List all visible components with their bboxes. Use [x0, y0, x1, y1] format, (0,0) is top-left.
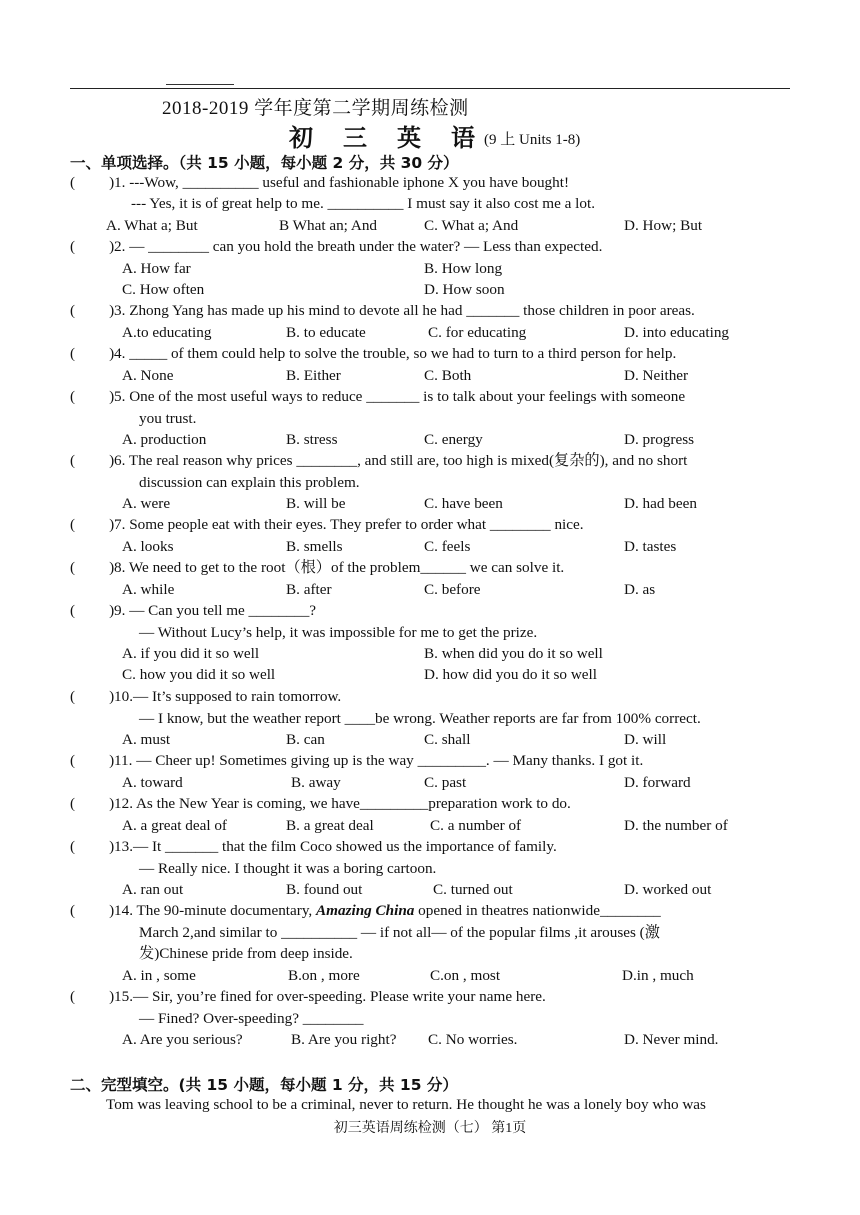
- question-8-option-b: B. after: [286, 581, 332, 598]
- question-1-option-c: C. What a; And: [424, 217, 519, 234]
- question-11-option-a: A. toward: [122, 774, 183, 791]
- question-13-option-a: A. ran out: [122, 881, 184, 898]
- question-8-option-a: A. while: [122, 581, 175, 598]
- answer-paren: ( ): [70, 516, 115, 533]
- question-13-line-2: — Really nice. I thought it was a boring cartoon.: [139, 860, 437, 877]
- question-6-line-2: discussion can explain this problem.: [139, 474, 360, 491]
- answer-paren: ( ): [70, 752, 115, 769]
- question-12-option-b: B. a great deal: [286, 817, 374, 834]
- question-3-option-a: A.to educating: [122, 324, 212, 341]
- question-5-option-d: D. progress: [624, 431, 695, 448]
- question-14-option-b: B.on , more: [288, 967, 360, 984]
- question-10-option-c: C. shall: [424, 731, 471, 748]
- answer-paren: ( ): [70, 302, 115, 319]
- question-9-option-b: B. when did you do it so well: [424, 645, 603, 662]
- question-9-option-a: A. if you did it so well: [122, 645, 260, 662]
- question-2-option-d: D. How soon: [424, 281, 505, 298]
- page-footer: 初三英语周练检测（七） 第1页: [333, 1121, 527, 1136]
- question-8-line-1: 8. We need to get to the root（根）of the problem______ we can solve it.: [114, 559, 565, 576]
- question-13-option-b: B. found out: [286, 881, 363, 898]
- question-2-option-a: A. How far: [122, 260, 191, 277]
- question-15-option-b: B. Are you right?: [291, 1031, 397, 1048]
- question-5-line-1: 5. One of the most useful ways to reduce _______ is to talk about your feelings with someone: [114, 388, 686, 405]
- question-14-line-1-start: 14. The 90-minute documentary,: [114, 902, 317, 919]
- question-15-line-1: 15.— Sir, you’re fined for over-speeding. Please write your name here.: [114, 988, 546, 1005]
- answer-paren: ( ): [70, 452, 115, 469]
- question-14-line-1-end: opened in theatres nationwide________: [414, 902, 661, 919]
- exam-title: 初 三 英 语: [289, 126, 487, 152]
- header-short-rule: [166, 84, 234, 85]
- question-9-line-2: — Without Lucy’s help, it was impossible for me to get the prize.: [139, 624, 538, 641]
- question-6-option-a: A. were: [122, 495, 171, 512]
- section-2-passage-line: Tom was leaving school to be a criminal, never to return. He thought he was a lonely boy who was: [106, 1096, 706, 1113]
- question-8-option-c: C. before: [424, 581, 481, 598]
- question-3-option-d: D. into educating: [624, 324, 730, 341]
- question-15-option-a: A. Are you serious?: [122, 1031, 243, 1048]
- question-6-option-c: C. have been: [424, 495, 503, 512]
- question-14-option-c: C.on , most: [430, 967, 501, 984]
- answer-paren: ( ): [70, 902, 115, 919]
- answer-paren: ( ): [70, 174, 115, 191]
- answer-paren: ( ): [70, 988, 115, 1005]
- question-10-option-b: B. can: [286, 731, 325, 748]
- question-6-line-1: 6. The real reason why prices ________, and still are, too high is mixed(复杂的), and no short: [114, 452, 688, 469]
- question-2-option-c: C. How often: [122, 281, 205, 298]
- question-9-option-c: C. how you did it so well: [122, 666, 276, 683]
- question-3-option-b: B. to educate: [286, 324, 366, 341]
- answer-paren: ( ): [70, 559, 115, 576]
- question-5-option-b: B. stress: [286, 431, 338, 448]
- question-13-option-c: C. turned out: [433, 881, 513, 898]
- question-7-option-c: C. feels: [424, 538, 471, 555]
- question-11-option-b: B. away: [291, 774, 341, 791]
- question-13-option-d: D. worked out: [624, 881, 712, 898]
- question-7-option-d: D. tastes: [624, 538, 677, 555]
- question-4-line-1: 4. _____ of them could help to solve the trouble, so we had to turn to a third person for help.: [114, 345, 677, 362]
- question-5-option-c: C. energy: [424, 431, 483, 448]
- exam-subtitle: 2018-2019 学年度第二学期周练检测: [162, 98, 469, 119]
- question-10-option-a: A. must: [122, 731, 171, 748]
- question-14-line-3: 发)Chinese pride from deep inside.: [139, 945, 353, 962]
- answer-paren: ( ): [70, 238, 115, 255]
- question-1-option-a: A. What a; But: [106, 217, 198, 234]
- exam-title-note: (9 上 Units 1-8): [484, 132, 581, 148]
- question-15-option-d: D. Never mind.: [624, 1031, 719, 1048]
- question-14-film-title: Amazing China: [316, 902, 415, 919]
- question-1-line-2: --- Yes, it is of great help to me. __________ I must say it also cost me a lot.: [131, 195, 596, 212]
- question-14-option-d: D.in , much: [622, 967, 694, 984]
- answer-paren: ( ): [70, 345, 115, 362]
- question-8-option-d: D. as: [624, 581, 656, 598]
- answer-paren: ( ): [70, 688, 115, 705]
- answer-paren: ( ): [70, 838, 115, 855]
- question-14-line-1: [114, 901, 661, 921]
- question-7-line-1: 7. Some people eat with their eyes. They prefer to order what ________ nice.: [114, 516, 584, 533]
- question-15-option-c: C. No worries.: [428, 1031, 518, 1048]
- question-12-option-a: A. a great deal of: [122, 817, 227, 834]
- question-1-option-b: B What an; And: [279, 217, 378, 234]
- question-1-line-1: 1. ---Wow, __________ useful and fashionable iphone X you have bought!: [114, 174, 570, 191]
- answer-paren: ( ): [70, 795, 115, 812]
- question-4-option-d: D. Neither: [624, 367, 689, 384]
- question-15-line-2: — Fined? Over-speeding? ________: [139, 1010, 364, 1027]
- answer-paren: ( ): [70, 602, 115, 619]
- question-5-line-2: you trust.: [139, 410, 197, 427]
- question-4-option-a: A. None: [122, 367, 174, 384]
- question-12-line-1: 12. As the New Year is coming, we have_________preparation work to do.: [114, 795, 571, 812]
- question-4-option-b: B. Either: [286, 367, 341, 384]
- question-11-line-1: 11. — Cheer up! Sometimes giving up is the way _________. — Many thanks. I got it.: [114, 752, 644, 769]
- question-9-option-d: D. how did you do it so well: [424, 666, 597, 683]
- question-14-line-2: March 2,and similar to __________ — if not all— of the popular films ,it arouses (激: [139, 924, 660, 941]
- question-3-line-1: 3. Zhong Yang has made up his mind to devote all he had _______ those children in poor areas.: [114, 302, 695, 319]
- question-6-option-d: D. had been: [624, 495, 697, 512]
- question-13-line-1: 13.— It _______ that the film Coco showed us the importance of family.: [114, 838, 557, 855]
- section-2-heading: 二、完型填空。(共 15 小题，每小题 1 分，共 15 分）: [70, 1076, 458, 1094]
- header-rule: [70, 88, 790, 89]
- question-2-line-1: 2. — ________ can you hold the breath under the water? — Less than expected.: [114, 238, 603, 255]
- question-12-option-c: C. a number of: [430, 817, 522, 834]
- question-10-option-d: D. will: [624, 731, 667, 748]
- question-2-option-b: B. How long: [424, 260, 503, 277]
- question-6-option-b: B. will be: [286, 495, 346, 512]
- question-14-option-a: A. in , some: [122, 967, 196, 984]
- question-11-option-d: D. forward: [624, 774, 691, 791]
- question-9-line-1: 9. — Can you tell me ________?: [114, 602, 317, 619]
- question-1-option-d: D. How; But: [624, 217, 703, 234]
- question-7-option-b: B. smells: [286, 538, 343, 555]
- question-3-option-c: C. for educating: [428, 324, 527, 341]
- question-4-option-c: C. Both: [424, 367, 472, 384]
- question-12-option-d: D. the number of: [624, 817, 728, 834]
- question-10-line-2: — I know, but the weather report ____be wrong. Weather reports are far from 100% correct.: [139, 710, 701, 727]
- question-5-option-a: A. production: [122, 431, 207, 448]
- question-7-option-a: A. looks: [122, 538, 174, 555]
- answer-paren: ( ): [70, 388, 115, 405]
- question-10-line-1: 10.— It’s supposed to rain tomorrow.: [114, 688, 342, 705]
- question-11-option-c: C. past: [424, 774, 467, 791]
- section-1-heading: 一、单项选择。（共 15 小题，每小题 2 分，共 30 分）: [70, 154, 459, 172]
